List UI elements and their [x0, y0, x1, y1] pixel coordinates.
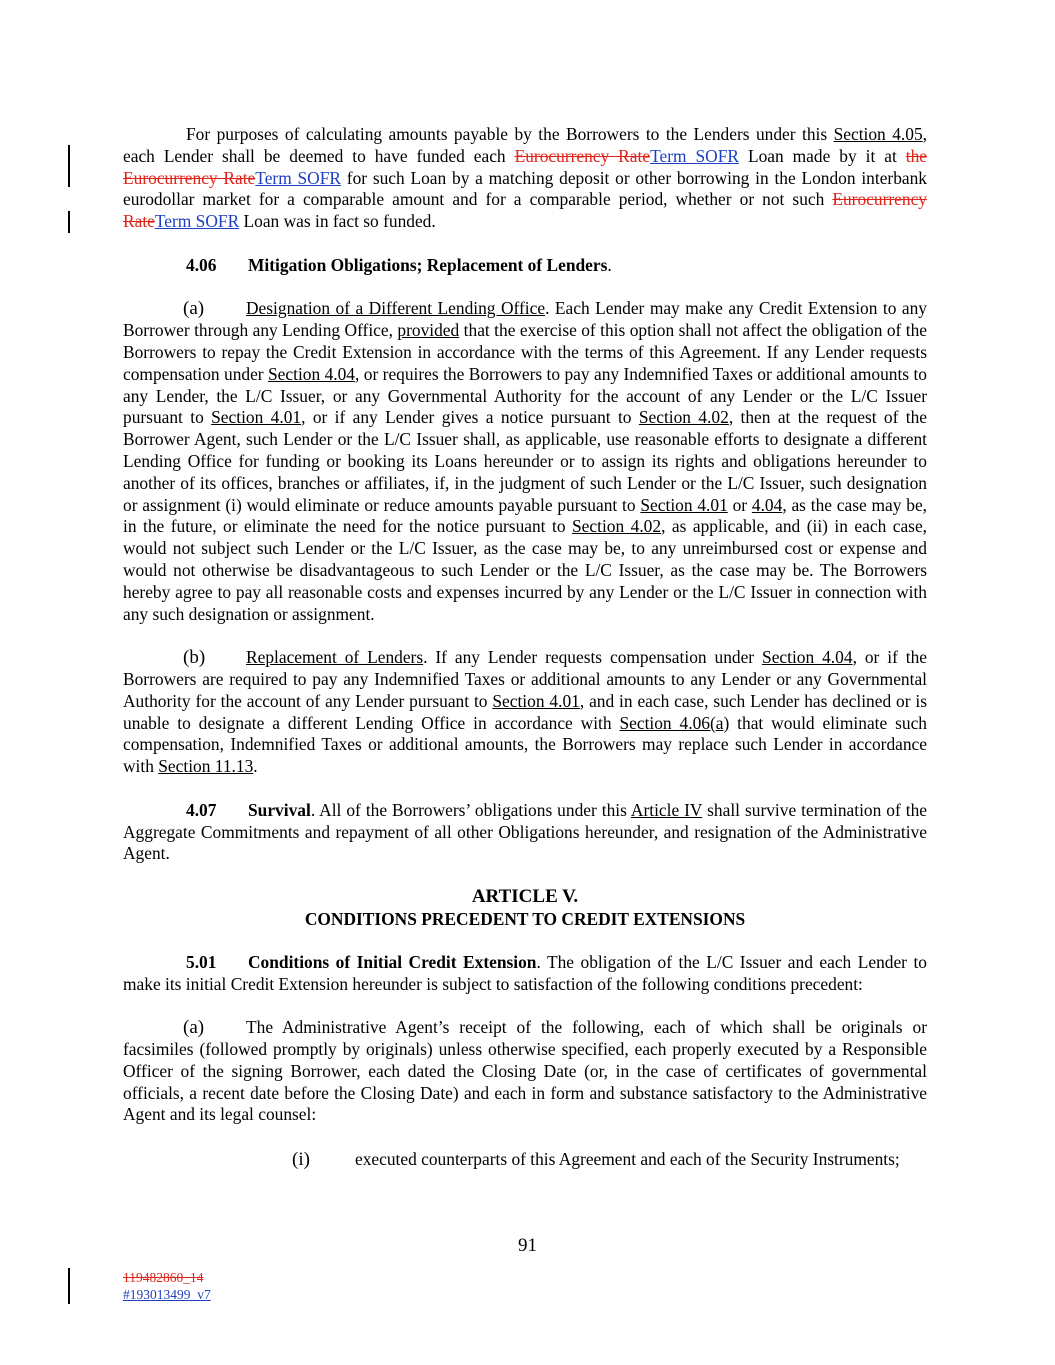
- section-407: 4.07 Survival. All of the Borrowers’ obligations under this Article IV shall survive termination of the Aggregate Commitments and repayment of all other Obligations hereunder, and resignation of the Administrative Agent.: [123, 799, 927, 864]
- change-bar: [68, 1268, 70, 1304]
- change-bar: [68, 145, 70, 187]
- paragraph-501a: (a) The Administrative Agent’s receipt of the following, each of which shall be originals or facsimiles (followed promptly by originals) unless otherwise specified, each properly executed by a Responsible Officer of the signing Borrower, each dated the Closing Date (or, in the case of certificates of governmental officials, a recent date before the Closing Date) and each in form and substance satisfactory to the Administrative Agent and its legal counsel:: [123, 1017, 927, 1125]
- old-document-id: 119482860_14: [123, 1270, 204, 1285]
- inserted-text: Term SOFR: [650, 145, 739, 166]
- xref[interactable]: Section 4.04: [762, 647, 853, 668]
- document-page: [123, 124, 927, 1171]
- section-406-heading: 4.06 Mitigation Obligations; Replacement of Lenders.: [186, 254, 612, 275]
- xref[interactable]: Section 4.04: [268, 363, 356, 384]
- xref[interactable]: Section 11.13: [158, 756, 254, 777]
- paragraph-501a-i: (i) executed counterparts of this Agreement and each of the Security Instruments;: [292, 1149, 900, 1171]
- xref[interactable]: Section 4.06(a): [619, 712, 730, 733]
- change-bar: [68, 211, 70, 233]
- new-document-id: #193013499_v7: [123, 1287, 211, 1302]
- paragraph-406a: (a) Designation of a Different Lending Office. Each Lender may make any Credit Extension to any Borrower through any Lending Office, provided that the exercise of this option shall not affect the obligation of the Borrowers to repay the Credit Extension in accordance with the terms of this Agreement. If any Lender requests compensation under Section 4.04, or requires the Borrowers to pay any Indemnified Taxes or additional amounts to any Lender, the L/C Issuer, or any Governmental Authority for the account of any Lender or the L/C Issuer pursuant to Section 4.01, or if any Lender gives a notice pursuant to Section 4.02, then at the request of the Borrower Agent, such Lender or the L/C Issuer shall, as applicable, use reasonable efforts to designate a different Lending Office for funding or booking its Loans hereunder or to assign its rights and obligations hereunder to another of its offices, branches or affiliates, if, in the judgment of such Lender or the L/C Issuer, such designation or assignment (i) would eliminate or reduce amounts payable pursuant to Section 4.01 or 4.04, as the case may be, in the future, or eliminate the need for the notice pursuant to Section 4.02, as applicable, and (ii) in each case, would not subject such Lender or the L/C Issuer, as the case may be, to any unreimbursed cost or expense and would not otherwise be disadvantageous to such Lender or the L/C Issuer, as the case may be. The Borrowers hereby agree to pay all reasonable costs and expenses incurred by any Lender or the L/C Issuer in connection with any such designation or assignment.: [123, 298, 928, 624]
- paragraph-405-funding: For purposes of calculating amounts payable by the Borrowers to the Lenders under this Section 4.05, each Lender shall be deemed to have funded each Eurocurrency RateTerm SOFR Loan made by it at the Eurocurrency RateTerm SOFR for such Loan by a matching deposit or other borrowing in the London interbank eurodollar market for a comparable amount and for a comparable period, whether or not such Eurocurrency RateTerm SOFR Loan was in fact so funded.: [123, 124, 928, 232]
- page-number: 91: [518, 1235, 537, 1256]
- deleted-text: Eurocurrency Rate: [123, 189, 927, 232]
- paragraph-406b: (b) Replacement of Lenders. If any Lender requests compensation under Section 4.04, or if the Borrowers are required to pay any Indemnified Taxes or additional amounts to any Lender or any Governmental Authority for the account of any Lender pursuant to Section 4.01, and in each case, such Lender has declined or is unable to designate a different Lending Office in accordance with Section 4.06(a) that would eliminate such compensation, Indemnified Taxes or additional amounts, the Borrowers may replace such Lender in accordance with Section 11.13.: [123, 647, 928, 777]
- deleted-text: the Eurocurrency Rate: [123, 145, 928, 188]
- subsection-heading: Replacement of Lenders: [246, 647, 424, 668]
- inserted-text: Term SOFR: [255, 167, 342, 188]
- xref[interactable]: Section 4.01: [211, 407, 302, 428]
- xref[interactable]: Section 4.02: [638, 407, 729, 428]
- deleted-text: Eurocurrency Rate: [514, 145, 651, 166]
- article-title: CONDITIONS PRECEDENT TO CREDIT EXTENSIONS: [304, 909, 746, 930]
- section-501: 5.01 Conditions of Initial Credit Extension. The obligation of the L/C Issuer and each Lender to make its initial Credit Extension hereunder is subject to satisfaction of the following conditions precedent:: [123, 951, 927, 994]
- xref[interactable]: 4.04: [751, 494, 783, 515]
- xref[interactable]: Section 4.05: [833, 124, 923, 144]
- xref[interactable]: Section 4.01: [492, 690, 580, 711]
- subsection-heading: Designation of a Different Lending Office: [246, 298, 546, 319]
- article-heading: ARTICLE V.: [471, 886, 579, 908]
- xref[interactable]: Section 4.02: [572, 516, 662, 537]
- inserted-text: Term SOFR: [154, 211, 240, 232]
- xref[interactable]: Article IV: [630, 799, 703, 820]
- xref[interactable]: Section 4.01: [640, 494, 728, 515]
